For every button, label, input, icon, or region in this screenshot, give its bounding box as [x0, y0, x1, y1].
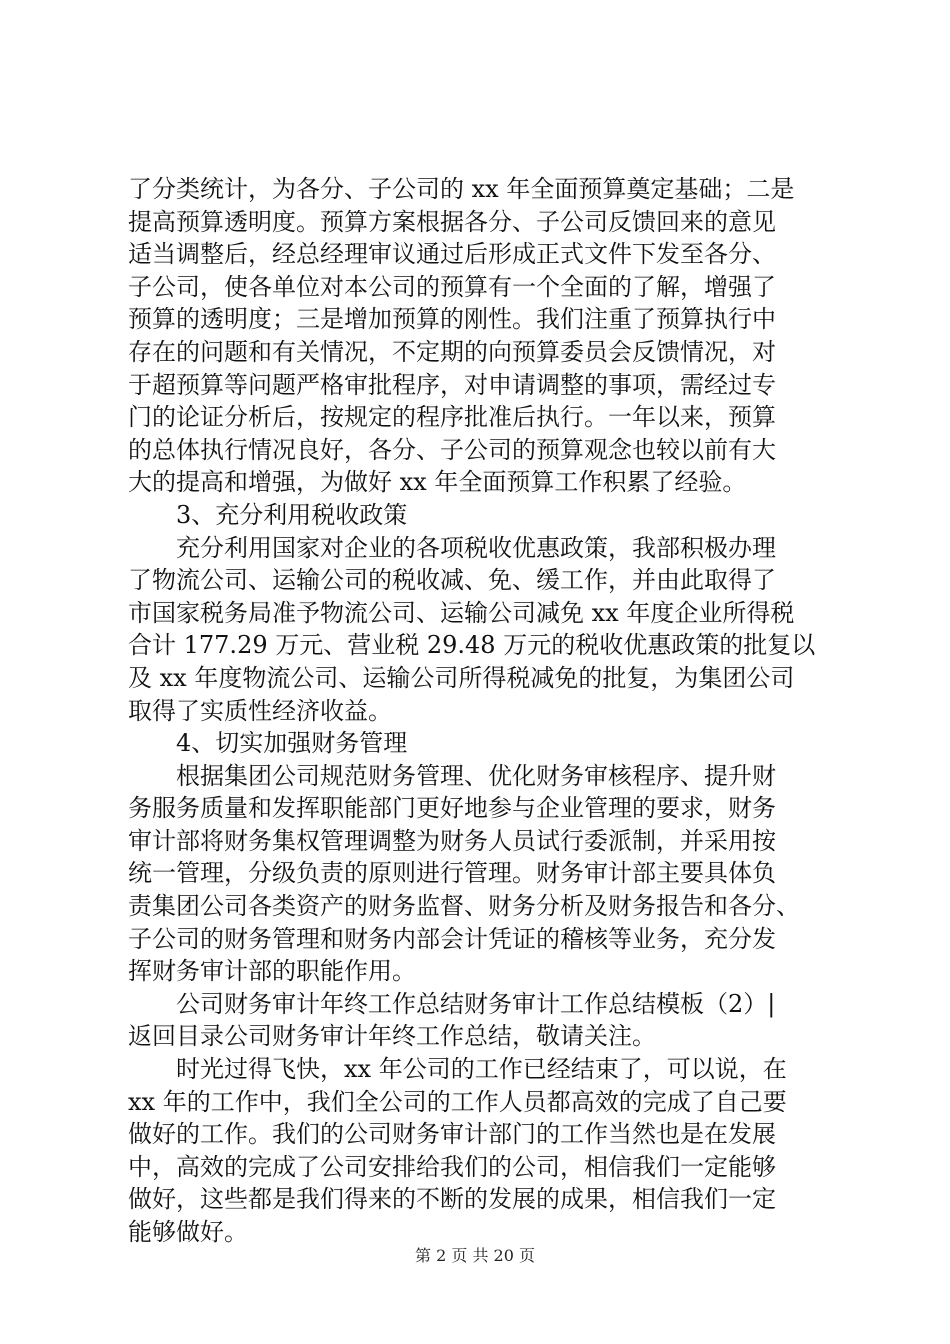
section-heading: 3、充分利用税收政策 — [176, 500, 408, 529]
text-line: 统一管理，分级负责的原则进行管理。财务审计部主要具体负 — [128, 859, 776, 888]
text-line: 存在的问题和有关情况，不定期的向预算委员会反馈情况，对 — [128, 337, 776, 366]
text-line: 门的论证分析后，按规定的程序批准后执行。一年以来，预算 — [128, 403, 776, 432]
text-line: xx 年的工作中，我们全公司的工作人员都高效的完成了自己要 — [128, 1087, 787, 1116]
text-line: 挥财务审计部的职能作用。 — [128, 957, 416, 986]
text-line: 了物流公司、运输公司的税收减、免、缓工作，并由此取得了 — [128, 566, 776, 595]
paragraph-first-line: 时光过得飞快，xx 年公司的工作已经结束了，可以说，在 — [176, 1055, 787, 1084]
text-line: 子公司，使各单位对本公司的预算有一个全面的了解，增强了 — [128, 272, 776, 301]
text-line: 责集团公司各类资产的财务监督、财务分析及财务报告和各分、 — [128, 892, 800, 921]
text-line: 市国家税务局准予物流公司、运输公司减免 xx 年度企业所得税 — [128, 598, 795, 627]
paragraph-first-line: 公司财务审计年终工作总结财务审计工作总结模板（2）| — [176, 989, 776, 1018]
text-line: 了分类统计，为各分、子公司的 xx 年全面预算奠定基础；二是 — [128, 175, 795, 203]
text-line: 于超预算等问题严格审批程序，对申请调整的事项，需经过专 — [128, 370, 776, 399]
text-line: 返回目录公司财务审计年终工作总结，敬请关注。 — [128, 1022, 656, 1051]
text-line: 预算的透明度；三是增加预算的刚性。我们注重了预算执行中 — [128, 305, 776, 334]
paragraph-first-line: 充分利用国家对企业的各项税收优惠政策，我部积极办理 — [176, 533, 776, 562]
text-line: 大的提高和增强，为做好 xx 年全面预算工作积累了经验。 — [128, 468, 747, 497]
page-number-footer: 第 2 页 共 20 页 — [415, 1246, 535, 1265]
document-body — [128, 173, 848, 1249]
text-line: 取得了实质性经济收益。 — [128, 696, 392, 725]
text-line: 提高预算透明度。预算方案根据各分、子公司反馈回来的意见 — [128, 207, 776, 236]
paragraph-first-line: 根据集团公司规范财务管理、优化财务审核程序、提升财 — [176, 761, 776, 790]
section-heading: 4、切实加强财务管理 — [176, 729, 408, 758]
text-line: 的总体执行情况良好，各分、子公司的预算观念也较以前有大 — [128, 435, 776, 464]
text-line: 能够做好。 — [128, 1218, 248, 1246]
text-line: 合计 177.29 万元、营业税 29.48 万元的税收优惠政策的批复以 — [128, 631, 816, 660]
text-line: 中，高效的完成了公司安排给我们的公司，相信我们一定能够 — [128, 1152, 776, 1181]
text-line: 做好，这些都是我们得来的不断的发展的成果，相信我们一定 — [128, 1185, 776, 1214]
text-line: 务服务质量和发挥职能部门更好地参与企业管理的要求，财务 — [128, 794, 776, 823]
text-line: 及 xx 年度物流公司、运输公司所得税减免的批复，为集团公司 — [128, 663, 795, 692]
text-line: 做好的工作。我们的公司财务审计部门的工作当然也是在发展 — [128, 1120, 776, 1149]
text-line: 适当调整后，经总经理审议通过后形成正式文件下发至各分、 — [128, 240, 776, 269]
text-line: 子公司的财务管理和财务内部会计凭证的稽核等业务，充分发 — [128, 924, 776, 953]
text-line: 审计部将财务集权管理调整为财务人员试行委派制，并采用按 — [128, 826, 776, 855]
